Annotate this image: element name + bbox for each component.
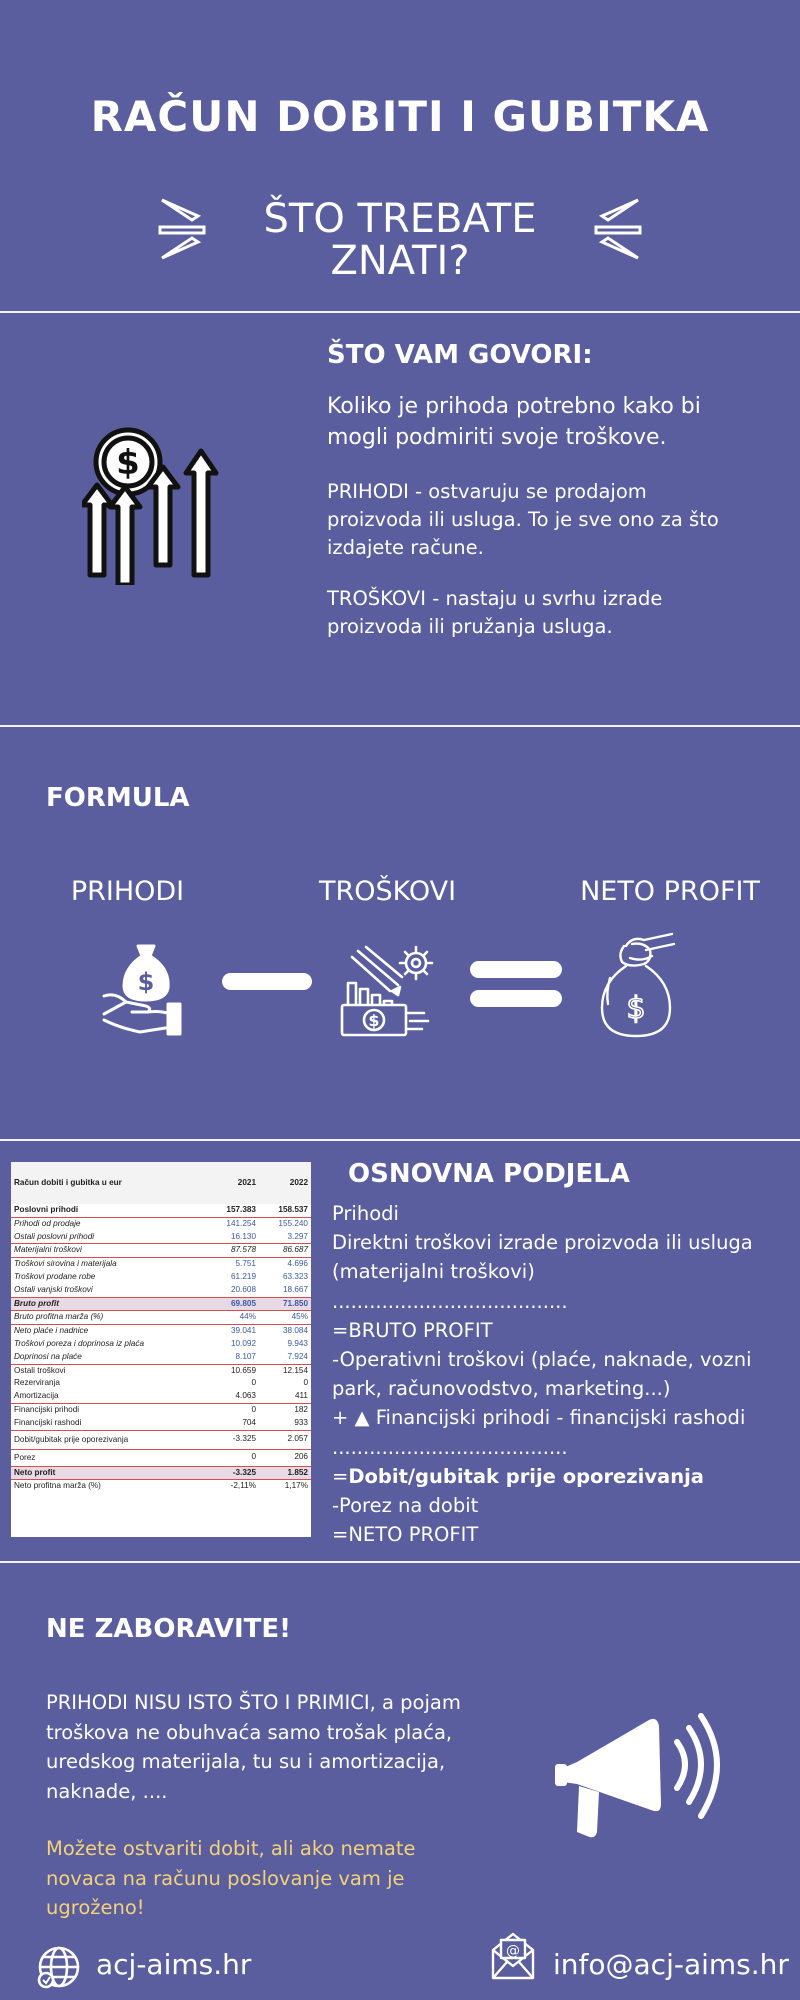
reminder-paragraph: PRIHODI NISU ISTO ŠTO I PRIMICI, a pojam troškova ne obuhvaća samo trošak plaća, uredskog materijala, tu su i amortizacija, naknade, .... xyxy=(46,1691,461,1803)
table-row-label: Financijski rashodi xyxy=(11,1417,207,1430)
divider xyxy=(0,1561,800,1563)
table-cell: 182 xyxy=(294,1404,308,1414)
lead-text xyxy=(327,391,701,453)
table-cell: -3.325 xyxy=(207,1466,259,1480)
costs-decline-icon xyxy=(338,943,434,1039)
email-link[interactable]: info@acj-aims.hr xyxy=(553,1948,789,1981)
equals-sign-bottom xyxy=(470,990,562,1007)
svg-text:$: $ xyxy=(137,968,155,996)
money-bag-hand-icon xyxy=(100,940,200,1040)
breakdown-line: Direktni troškovi izrade proizvoda ili usluga xyxy=(332,1231,753,1255)
table-cell: 157.383 xyxy=(207,1204,259,1217)
table-row-label: Bruto profit xyxy=(11,1297,207,1311)
troskovi-text: - nastaju u svrhu izrade xyxy=(426,587,663,610)
table-cell: 411 xyxy=(259,1390,311,1403)
income-statement-table xyxy=(11,1162,311,1537)
svg-text:$: $ xyxy=(626,991,646,1026)
reminder-emphasis: PRIHODI NISU ISTO ŠTO I PRIMICI xyxy=(46,1691,370,1714)
troskovi-definition xyxy=(327,585,662,641)
table-cell: 61.219 xyxy=(230,1271,256,1281)
profit-bag-icon xyxy=(596,932,676,1040)
table-cell: -3.325 xyxy=(207,1430,259,1449)
svg-text:$: $ xyxy=(368,1011,380,1030)
section-heading-formula: FORMULA xyxy=(46,783,190,813)
table-cell: 155.240 xyxy=(278,1218,308,1228)
troskovi-term: TROŠKOVI xyxy=(327,587,427,610)
table-row-label: Poslovni prihodi xyxy=(11,1204,207,1217)
formula-term-troskovi: TROŠKOVI xyxy=(318,876,457,907)
table-row-label: Troškovi sirovina i materijala xyxy=(14,1259,117,1269)
table-row-label: Ostali poslovni prihodi xyxy=(11,1231,207,1244)
prihodi-term: PRIHODI xyxy=(327,480,409,503)
table-row-label: Financijski prihodi xyxy=(14,1404,80,1414)
megaphone-icon xyxy=(553,1712,723,1846)
table-row-label: Rezerviranja xyxy=(14,1378,60,1388)
page-subtitle xyxy=(200,198,600,282)
pretax-result-label: Dobit/gubitak prije oporezivanja xyxy=(348,1464,704,1488)
subtitle-line2: ZNATI? xyxy=(330,238,470,284)
breakdown-dots: ...................................... xyxy=(332,1435,568,1459)
table-cell: 63.323 xyxy=(282,1271,308,1281)
table-row-label: Neto profitna marža (%) xyxy=(14,1481,101,1491)
table-cell: 0 xyxy=(207,1449,259,1466)
subtitle-line1: ŠTO TREBATE xyxy=(263,196,537,242)
section-heading-breakdown: OSNOVNA PODJELA xyxy=(348,1159,630,1189)
breakdown-list xyxy=(332,1199,753,1549)
table-row-label: Ostali vanjski troškovi xyxy=(11,1284,207,1297)
lead-line: Koliko je prihoda potrebno kako bi xyxy=(327,394,701,419)
svg-text:$: $ xyxy=(116,443,140,483)
breakdown-line: -Operativni troškovi (plaće, naknade, vozni xyxy=(332,1348,752,1372)
breakdown-line: -Porez na dobit xyxy=(332,1494,479,1518)
table-cell: 0 xyxy=(303,1378,308,1388)
net-profit-label: NETO PROFIT xyxy=(348,1523,479,1547)
breakdown-line: =NETO PROFIT xyxy=(332,1523,479,1547)
table-cell: 69.805 xyxy=(207,1297,259,1311)
table-year: 2022 xyxy=(259,1162,311,1204)
equals-sign-top xyxy=(470,961,562,978)
divider xyxy=(0,1139,800,1141)
table-row-label: Doprinosi na plaće xyxy=(11,1351,207,1364)
table-cell: 20.608 xyxy=(207,1284,259,1297)
table-cell: 38.084 xyxy=(282,1326,308,1336)
table-row-label: Neto profit xyxy=(11,1466,207,1480)
table-row-label: Amortizacija xyxy=(11,1390,207,1403)
table-row-label: Neto plaće i nadnice xyxy=(14,1326,89,1336)
divider xyxy=(0,725,800,727)
table-year: 2021 xyxy=(207,1162,259,1204)
minus-sign xyxy=(222,973,312,990)
section-heading-reminder: NE ZABORAVITE! xyxy=(46,1614,291,1644)
svg-text:@: @ xyxy=(506,1943,520,1959)
table-cell: 45% xyxy=(259,1311,311,1325)
table-cell: 0 xyxy=(251,1378,256,1388)
breakdown-line: (materijalni troškovi) xyxy=(332,1260,535,1284)
breakdown-line: Prihodi xyxy=(332,1202,399,1225)
table-cell: 86.687 xyxy=(259,1244,311,1258)
table-cell: 933 xyxy=(259,1417,311,1430)
table-cell: 12.154 xyxy=(282,1365,308,1375)
table-cell: 3.297 xyxy=(259,1231,311,1244)
table-cell: 158.537 xyxy=(259,1204,311,1217)
prihodi-text: - ostvaruju se prodajom xyxy=(408,480,647,503)
troskovi-text: proizvoda ili pružanja usluga. xyxy=(327,615,613,638)
globe-icon xyxy=(36,1944,82,1990)
page-title: RAČUN DOBITI I GUBITKA xyxy=(90,92,710,141)
table-cell: 16.130 xyxy=(207,1231,259,1244)
bruto-profit-label: BRUTO PROFIT xyxy=(348,1318,493,1342)
table-cell: 9.943 xyxy=(287,1338,308,1348)
breakdown-line: =BRUTO PROFIT xyxy=(332,1318,493,1342)
breakdown-line: park, računovodstvo, marketing...) xyxy=(332,1377,671,1401)
email-icon xyxy=(489,1930,537,1982)
table-cell: 18.667 xyxy=(259,1284,311,1297)
table-cell: 2.057 xyxy=(259,1430,311,1449)
growth-dollar-icon xyxy=(82,425,222,585)
formula-term-prihodi: PRIHODI xyxy=(70,876,185,907)
table-cell: 44% xyxy=(207,1311,259,1325)
table-cell: 10.092 xyxy=(230,1338,256,1348)
table-cell: 141.254 xyxy=(226,1218,256,1228)
breakdown-line: =Dobit/gubitak prije oporezivanja xyxy=(332,1464,704,1488)
table-cell: 5.751 xyxy=(235,1259,256,1269)
table-row-label: Prihodi od prodaje xyxy=(14,1218,81,1228)
table-cell: 8.107 xyxy=(207,1351,259,1364)
table-row-label: Troškovi prodane robe xyxy=(14,1271,96,1281)
table-title: Račun dobiti i gubitka u eur xyxy=(11,1162,207,1204)
table-cell: 0 xyxy=(251,1404,256,1414)
table-cell: 4.063 xyxy=(207,1390,259,1403)
prihodi-text: proizvoda ili usluga. To je sve ono za što xyxy=(327,508,719,531)
table-cell: -2,11% xyxy=(230,1481,256,1491)
table-cell: 10.659 xyxy=(230,1365,256,1375)
lead-line: mogli podmiriti svoje troškove. xyxy=(327,425,667,450)
breakdown-line: + ▲ Financijski prihodi - financijski rashodi xyxy=(332,1406,746,1430)
prihodi-text: izdajete račune. xyxy=(327,536,484,559)
breakdown-dots: ...................................... xyxy=(332,1289,568,1313)
table-row-label: Troškovi poreza i doprinosa iz plaća xyxy=(14,1338,144,1348)
table-row-label: Porez xyxy=(11,1449,207,1466)
table-cell: 704 xyxy=(207,1417,259,1430)
table-cell: 1,17% xyxy=(284,1481,308,1491)
table-row-label: Materijalni troškovi xyxy=(11,1244,207,1258)
table-cell: 71.850 xyxy=(259,1297,311,1311)
table-row-label: Ostali troškovi xyxy=(14,1365,66,1375)
warning-paragraph: Možete ostvariti dobit, ali ako nemate novaca na računu poslovanje vam je ugroženo! xyxy=(46,1837,416,1919)
table-cell: 4.696 xyxy=(287,1259,308,1269)
table-cell: 7.924 xyxy=(259,1351,311,1364)
table-row-label: Bruto profitna marža (%) xyxy=(11,1311,207,1325)
website-link[interactable]: acj-aims.hr xyxy=(96,1948,252,1981)
divider xyxy=(0,311,800,313)
section-heading-what-it-tells: ŠTO VAM GOVORI: xyxy=(327,340,593,370)
table-cell: 1.852 xyxy=(259,1466,311,1480)
table-cell: 206 xyxy=(259,1449,311,1466)
table-cell: 87.578 xyxy=(207,1244,259,1258)
prihodi-definition xyxy=(327,478,719,562)
table-row-label: Dobit/gubitak prije oporezivanja xyxy=(11,1430,207,1449)
formula-result: NETO PROFIT xyxy=(580,876,760,907)
table-cell: 39.041 xyxy=(230,1326,256,1336)
